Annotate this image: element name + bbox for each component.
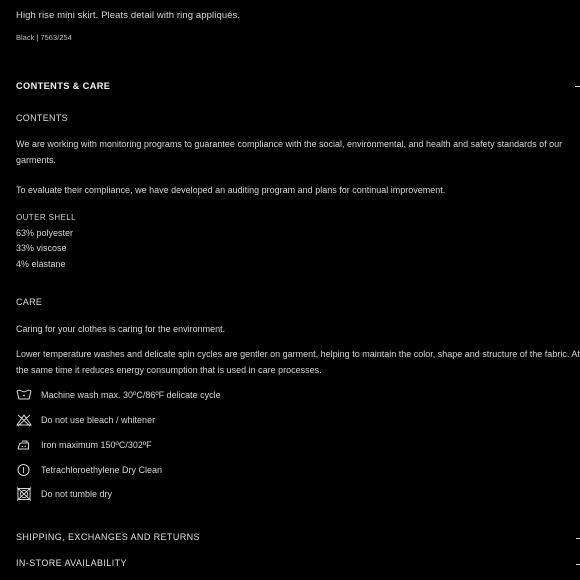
care-instruction-label: Machine wash max. 30ºC/86ºF delicate cycle xyxy=(41,390,221,400)
care-instruction-label: Do not tumble dry xyxy=(41,489,113,499)
composition-item: 4% elastane xyxy=(16,259,66,269)
composition-item: 63% polyester xyxy=(16,228,74,238)
no-tumble-dry-icon xyxy=(16,487,32,501)
care-instruction-label: Tetrachloroethylene Dry Clean xyxy=(41,465,163,475)
outer-shell-label: OUTER SHELL xyxy=(16,213,76,222)
care-heading: CARE xyxy=(16,297,43,307)
care-instruction-label: Iron maximum 150ºC/302ºF xyxy=(41,440,152,450)
no-bleach-icon xyxy=(16,413,32,427)
product-color-reference: Black | 7563/254 xyxy=(16,33,72,42)
contents-care-heading[interactable]: CONTENTS & CARE xyxy=(16,81,111,91)
in-store-availability-accordion[interactable]: IN-STORE AVAILABILITY xyxy=(16,558,127,568)
collapse-icon[interactable] xyxy=(574,80,580,92)
product-description: High rise mini skirt. Pleats detail with ring appliqués. xyxy=(16,10,241,21)
care-instruction-label: Do not use bleach / whitener xyxy=(41,415,156,425)
wash-30-icon xyxy=(16,388,32,402)
expand-instore-icon[interactable] xyxy=(574,559,580,569)
composition-item: 33% viscose xyxy=(16,243,67,253)
contents-heading: CONTENTS xyxy=(16,113,68,123)
iron-icon xyxy=(16,438,32,452)
contents-paragraph-2: To evaluate their compliance, we have developed an auditing program and plans for continual improvement. xyxy=(16,185,446,195)
dry-clean-p-icon xyxy=(16,463,32,477)
expand-shipping-icon[interactable] xyxy=(574,533,580,543)
care-paragraph-2: Lower temperature washes and delicate spin cycles are gentler on garment, helping to maintain the color, shape and structure of the fabric. At the same time it reduces energy consumption that is used in care processes. xyxy=(16,349,580,375)
contents-paragraph-1: We are working with monitoring programs to guarantee compliance with the social, environmental, and health and safety standards of our garments. xyxy=(16,139,563,165)
care-paragraph-1: Caring for your clothes is caring for the environment. xyxy=(16,324,226,334)
shipping-exchanges-returns-accordion[interactable]: SHIPPING, EXCHANGES AND RETURNS xyxy=(16,532,200,542)
